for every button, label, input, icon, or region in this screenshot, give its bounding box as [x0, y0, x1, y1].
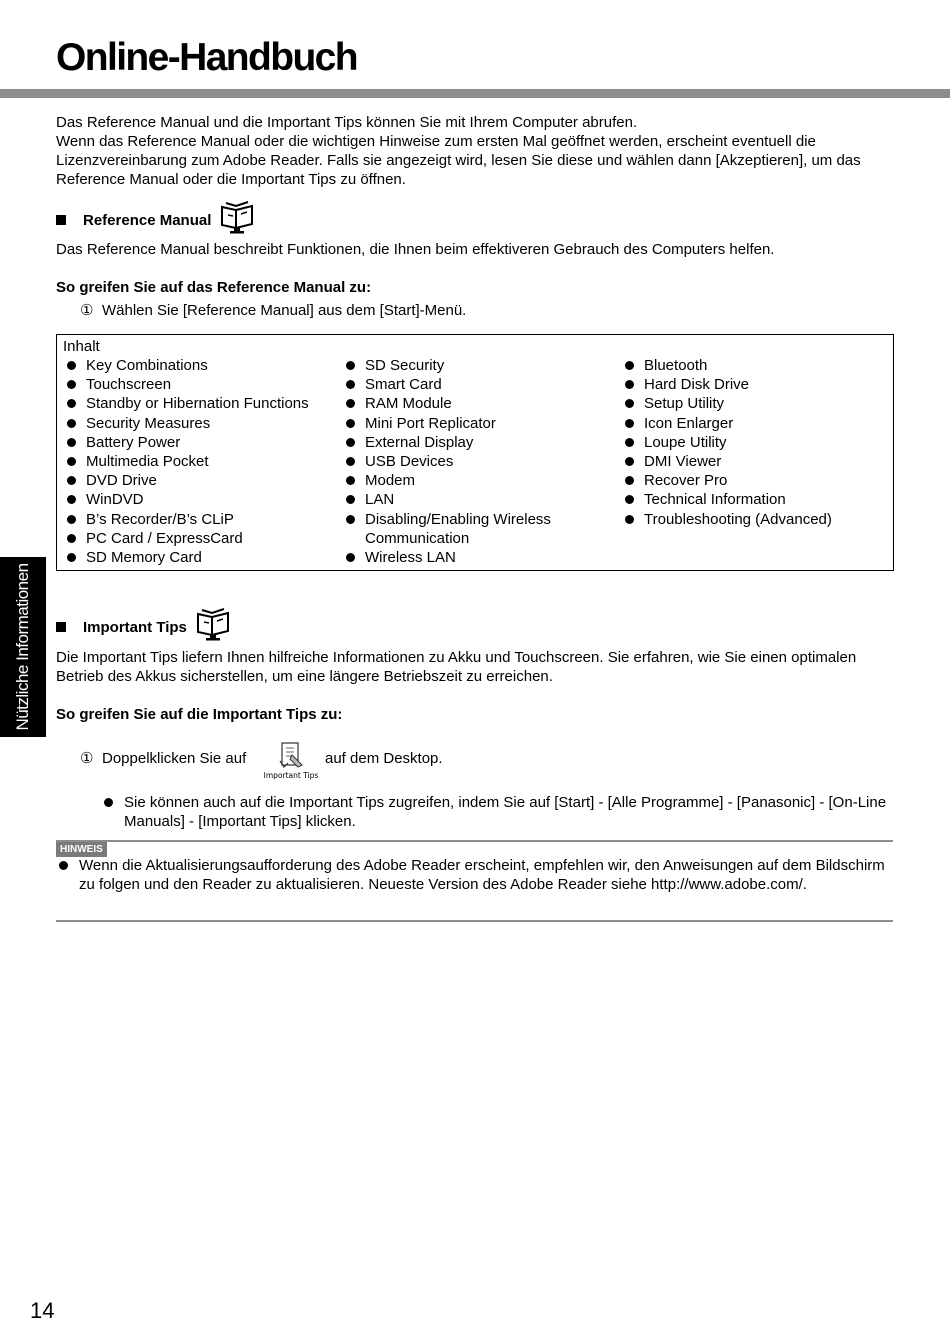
contents-item: DMI Viewer	[622, 452, 892, 471]
important-tips-description: Die Important Tips liefern Ihnen hilfreiche Informationen zu Akku und Touchscreen. Sie erfahren, wie Sie einen optimalen Betrieb des Akkus sicherstellen, um eine längere Betriebszeit zu erreichen.	[56, 649, 857, 686]
important-tips-heading	[56, 608, 233, 646]
contents-item: Troubleshooting (Advanced)	[622, 510, 892, 529]
bullet-dot-icon	[104, 798, 113, 807]
step-number: ①	[80, 750, 94, 767]
contents-item: Hard Disk Drive	[622, 375, 892, 394]
contents-column-2	[343, 356, 615, 567]
reference-manual-access-heading: So greifen Sie auf das Reference Manual zu:	[56, 279, 372, 296]
contents-heading: Inhalt	[63, 338, 100, 355]
important-tips-access-heading: So greifen Sie auf die Important Tips zu:	[56, 706, 343, 723]
bullet-dot-icon	[59, 861, 68, 870]
contents-item: RAM Module	[343, 394, 615, 413]
side-tab-label: Nützliche Informationen	[13, 563, 32, 731]
step-text-before: Doppelklicken Sie auf	[102, 750, 247, 767]
note-bottom-rule	[56, 920, 893, 922]
contents-item: Battery Power	[64, 433, 336, 452]
step-text: Wählen Sie [Reference Manual] aus dem [Start]-Menü.	[102, 302, 467, 319]
contents-column-1	[64, 356, 336, 567]
book-on-computer-icon	[219, 201, 257, 239]
title-divider	[0, 89, 950, 98]
contents-item: Security Measures	[64, 414, 336, 433]
contents-column-3	[622, 356, 892, 529]
contents-box	[56, 334, 894, 571]
contents-item: Technical Information	[622, 490, 892, 509]
contents-item: Disabling/Enabling Wireless Communication	[343, 510, 615, 548]
desktop-icon-label: Important Tips	[263, 771, 319, 780]
contents-item: Wireless LAN	[343, 548, 615, 567]
contents-item: SD Security	[343, 356, 615, 375]
contents-item: Mini Port Replicator	[343, 414, 615, 433]
contents-item: WinDVD	[64, 490, 336, 509]
contents-item: Recover Pro	[622, 471, 892, 490]
contents-item: Multimedia Pocket	[64, 452, 336, 471]
important-tips-step-1-end	[325, 749, 443, 768]
reference-manual-heading	[56, 201, 257, 239]
contents-item: Key Combinations	[64, 356, 336, 375]
contents-item: Modem	[343, 471, 615, 490]
contents-item: Standby or Hibernation Functions	[64, 394, 336, 413]
important-tips-step-1	[80, 749, 246, 768]
page-title: Online-Handbuch	[56, 36, 357, 79]
contents-item: Touchscreen	[64, 375, 336, 394]
step-text-after: auf dem Desktop.	[325, 750, 443, 767]
contents-item: Bluetooth	[622, 356, 892, 375]
note-badge: HINWEIS	[56, 842, 107, 857]
contents-item: LAN	[343, 490, 615, 509]
contents-item: Smart Card	[343, 375, 615, 394]
contents-item: USB Devices	[343, 452, 615, 471]
contents-item: Loupe Utility	[622, 433, 892, 452]
note-item	[79, 856, 897, 894]
square-bullet-icon	[56, 215, 66, 225]
book-on-computer-icon	[195, 608, 233, 646]
contents-item: B’s Recorder/B’s CLiP	[64, 510, 336, 529]
important-tips-heading-label: Important Tips	[83, 618, 187, 636]
note-text: Wenn die Aktualisierungsaufforderung des Adobe Reader erscheint, empfehlen wir, den Anweisungen auf dem Bildschirm zu folgen und den Reader zu aktualisieren. Neueste Version des Adobe Reader siehe http://www.adobe.com/.	[79, 857, 885, 894]
important-tips-alternative	[124, 793, 894, 831]
contents-item: External Display	[343, 433, 615, 452]
step-number: ①	[80, 302, 94, 319]
important-tips-desktop-icon[interactable]	[262, 741, 320, 783]
important-tips-alternative-text: Sie können auch auf die Important Tips zugreifen, indem Sie auf [Start] - [Alle Programme] - [Panasonic] - [On-Line Manuals] - [Important Tips] klicken.	[124, 794, 887, 831]
page-number: 14	[30, 1298, 55, 1323]
contents-item: Icon Enlarger	[622, 414, 892, 433]
contents-item: DVD Drive	[64, 471, 336, 490]
reference-manual-step-1	[80, 301, 466, 320]
note-top-rule	[56, 840, 893, 842]
side-tab	[0, 557, 46, 737]
intro-line-2: Wenn das Reference Manual oder die wichtigen Hinweise zum ersten Mal geöffnet werden, erscheint eventuell die Lizenzvereinbarung zum Adobe Reader. Falls sie angezeigt wird, lesen Sie diese und wählen dann [Akzeptieren], um das Reference Manual oder die Important Tips zu öffnen.	[56, 133, 861, 189]
intro-line-1: Das Reference Manual und die Important Tips können Sie mit Ihrem Computer abrufen.	[56, 114, 638, 131]
square-bullet-icon	[56, 622, 66, 632]
contents-item: SD Memory Card	[64, 548, 336, 567]
contents-item: PC Card / ExpressCard	[64, 529, 336, 548]
reference-manual-description: Das Reference Manual beschreibt Funktionen, die Ihnen beim effektiveren Gebrauch des Computers helfen.	[56, 241, 775, 258]
contents-item: Setup Utility	[622, 394, 892, 413]
reference-manual-heading-label: Reference Manual	[83, 211, 212, 229]
